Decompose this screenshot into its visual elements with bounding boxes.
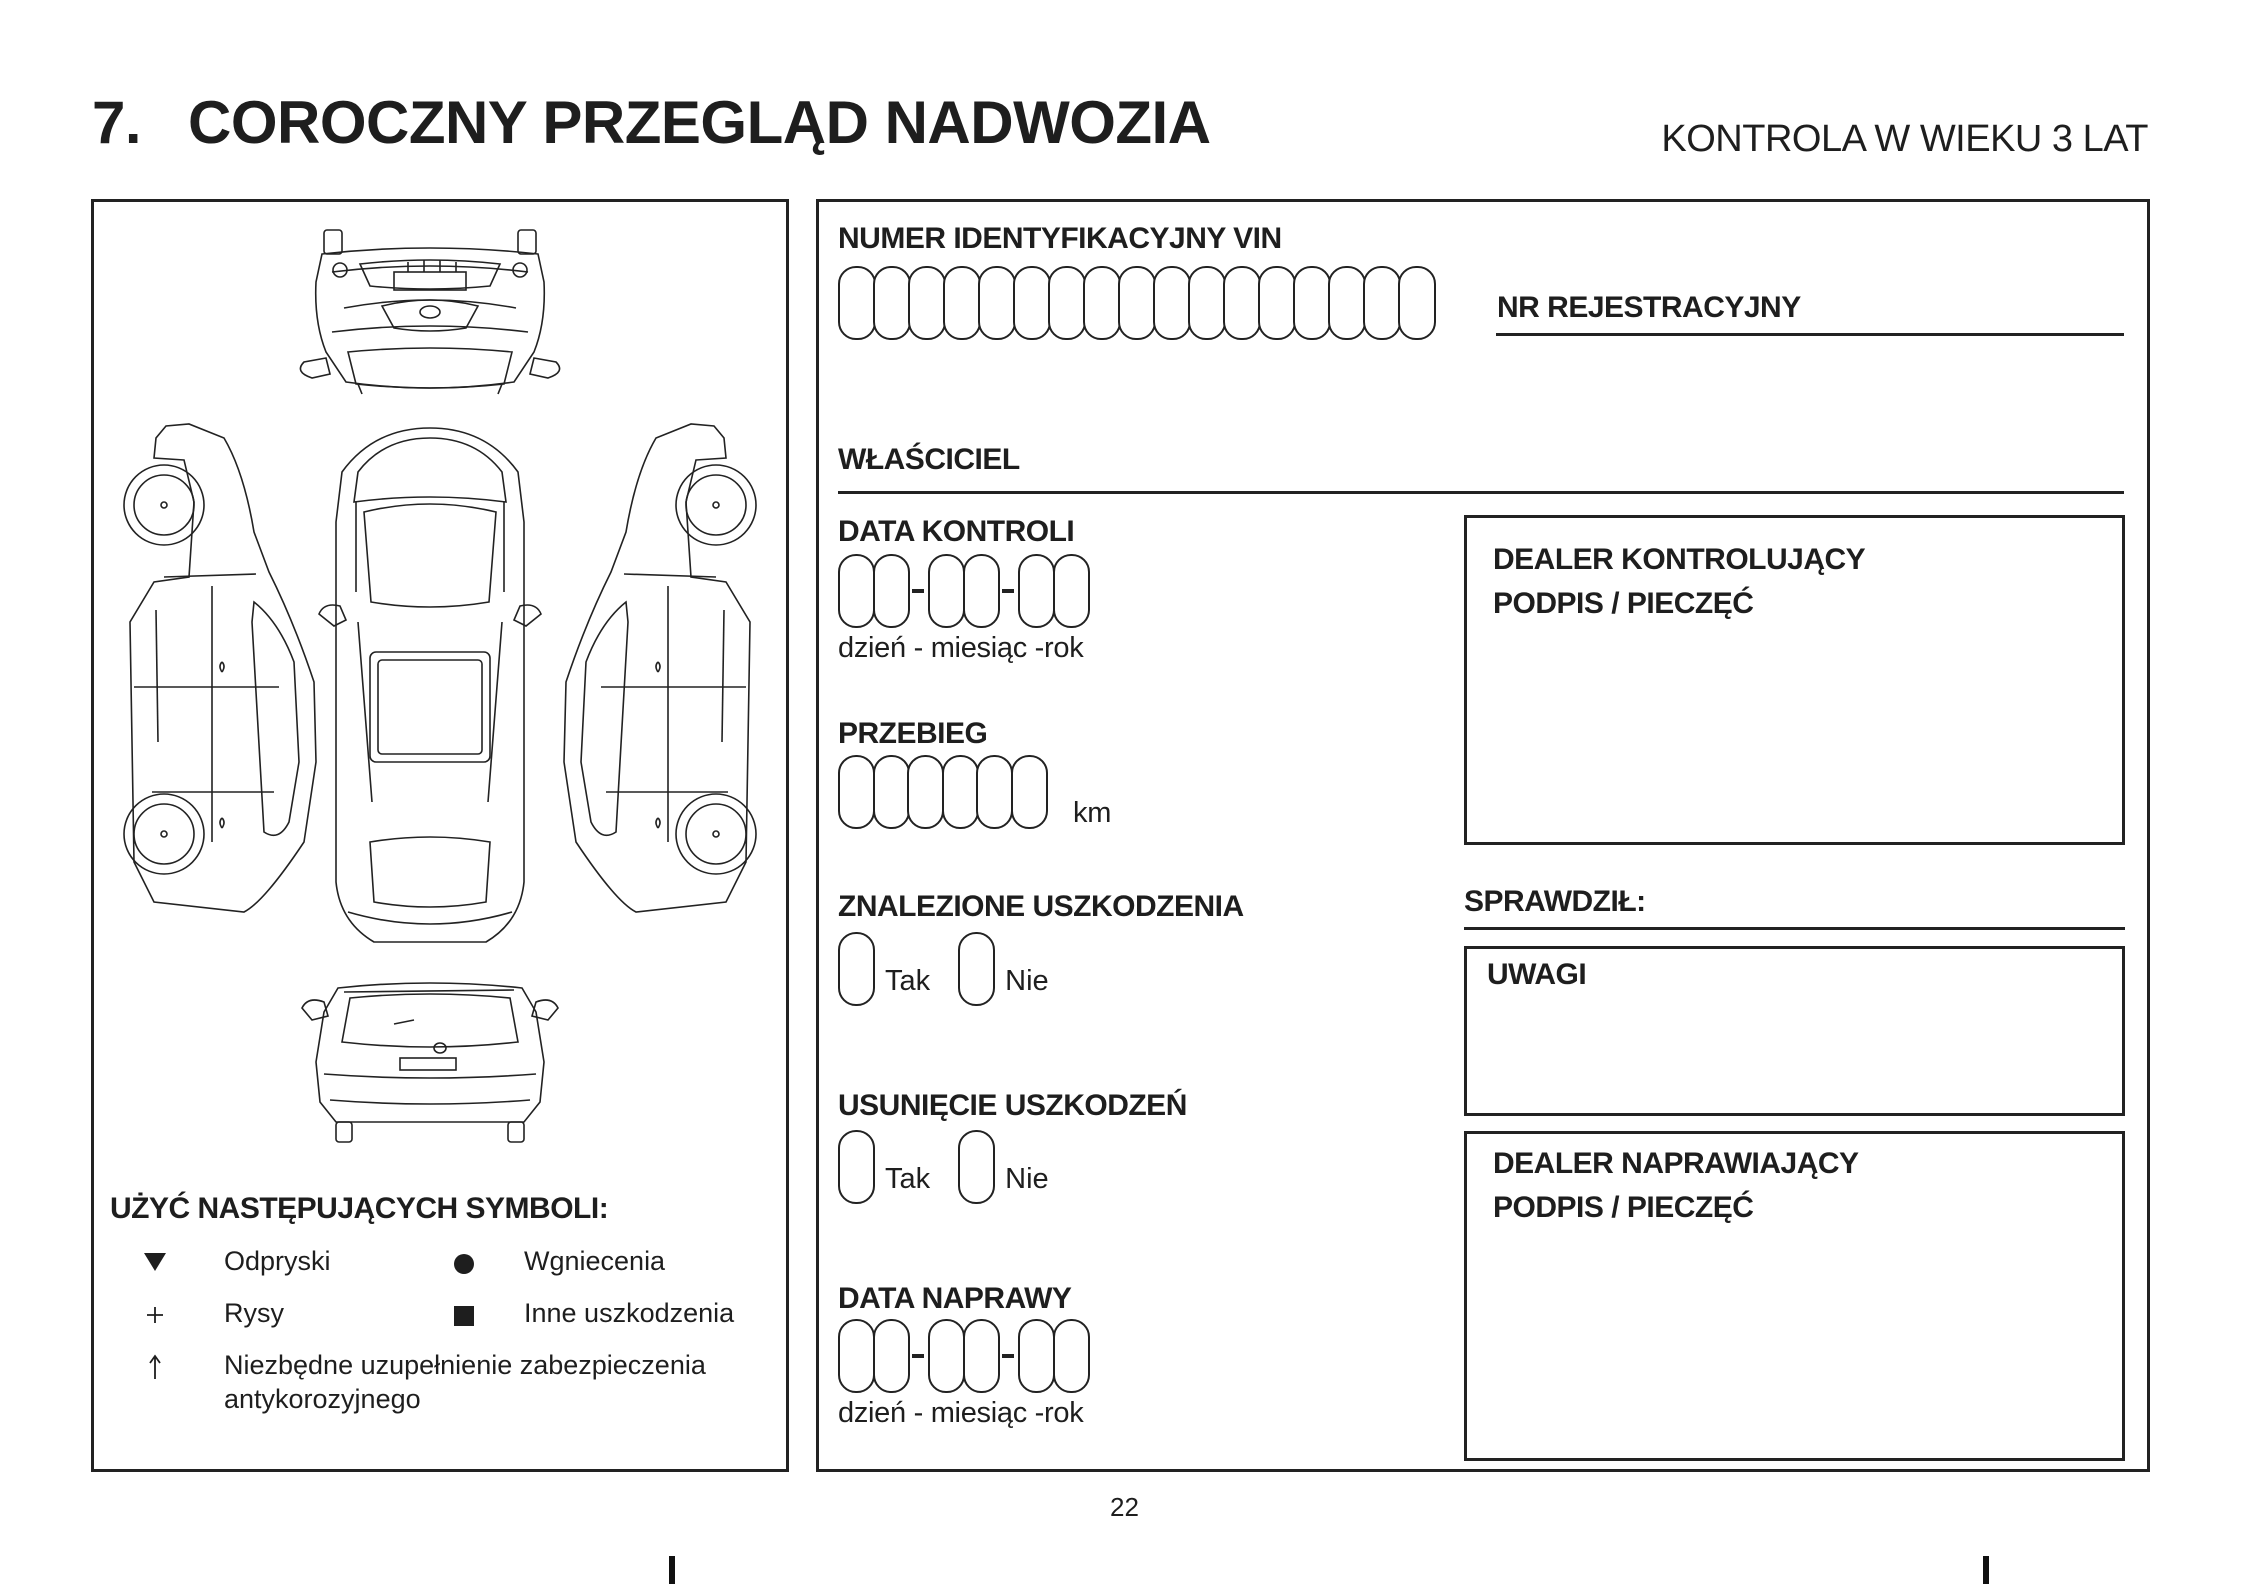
checked-by-label: SPRAWDZIŁ: <box>1464 885 1646 918</box>
damage-found-no-checkbox[interactable] <box>958 932 995 1006</box>
vin-character-cell[interactable] <box>943 266 981 340</box>
vin-character-cell[interactable] <box>873 266 911 340</box>
year-digit-1[interactable] <box>1018 1319 1055 1393</box>
owner-input-line[interactable] <box>838 491 2124 494</box>
date-separator <box>912 589 924 593</box>
date-separator <box>1002 1354 1014 1358</box>
mileage-digit-cell[interactable] <box>907 755 944 829</box>
damage-found-no-label: Nie <box>1005 965 1049 997</box>
crop-mark <box>669 1556 675 1584</box>
vin-character-cell[interactable] <box>1258 266 1296 340</box>
page-title <box>92 88 1211 157</box>
date-separator <box>912 1354 924 1358</box>
vin-character-cell[interactable] <box>1048 266 1086 340</box>
repair-date-label: DATA NAPRAWY <box>838 1282 1072 1315</box>
remarks-label: UWAGI <box>1487 958 1587 991</box>
car-right-side-view[interactable] <box>564 424 756 912</box>
checked-by-input-line[interactable] <box>1464 927 2125 930</box>
arrow-up-icon <box>140 1352 170 1382</box>
vin-character-cell[interactable] <box>1398 266 1436 340</box>
day-digit-1[interactable] <box>838 554 875 628</box>
damage-removed-no-label: Nie <box>1005 1163 1049 1195</box>
damage-found-options <box>838 932 1077 1006</box>
vin-field[interactable] <box>838 266 1433 340</box>
car-left-side-view[interactable] <box>124 424 316 912</box>
plus-icon <box>140 1300 170 1330</box>
vin-character-cell[interactable] <box>1363 266 1401 340</box>
damage-found-yes-checkbox[interactable] <box>838 932 875 1006</box>
mileage-digit-cell[interactable] <box>942 755 979 829</box>
day-digit-1[interactable] <box>838 1319 875 1393</box>
car-diagram[interactable] <box>94 202 786 1162</box>
date-separator <box>1002 589 1014 593</box>
legend-label-dents: Wgniecenia <box>524 1246 666 1276</box>
legend-label-anticorrosion-line2: antykorozyjnego <box>224 1384 421 1414</box>
month-digit-1[interactable] <box>928 554 965 628</box>
mileage-digit-cell[interactable] <box>1011 755 1048 829</box>
crop-mark <box>1983 1556 1989 1584</box>
legend-label-chips: Odpryski <box>224 1246 331 1276</box>
damage-removed-options <box>838 1130 1077 1204</box>
legend-title: UŻYĆ NASTĘPUJĄCYCH SYMBOLI: <box>110 1192 609 1225</box>
month-digit-2[interactable] <box>963 554 1000 628</box>
car-rear-view[interactable] <box>302 983 558 1142</box>
damage-removed-no-checkbox[interactable] <box>958 1130 995 1204</box>
mileage-label: PRZEBIEG <box>838 717 988 750</box>
year-digit-2[interactable] <box>1053 1319 1090 1393</box>
mileage-digit-cell[interactable] <box>873 755 910 829</box>
circle-icon <box>449 1249 479 1279</box>
square-icon <box>449 1301 479 1331</box>
page-number: 22 <box>1110 1492 1139 1522</box>
vin-label: NUMER IDENTYFIKACYJNY VIN <box>838 222 1282 255</box>
vin-character-cell[interactable] <box>1013 266 1051 340</box>
inspecting-dealer-signature-label: PODPIS / PIECZĘĆ <box>1493 587 1754 620</box>
year-digit-1[interactable] <box>1018 554 1055 628</box>
month-digit-2[interactable] <box>963 1319 1000 1393</box>
inspecting-dealer-signature-box[interactable] <box>1464 515 2125 845</box>
year-digit-2[interactable] <box>1053 554 1090 628</box>
damage-found-label: ZNALEZIONE USZKODZENIA <box>838 890 1244 923</box>
mileage-field[interactable] <box>838 755 1045 829</box>
inspection-form-panel <box>816 199 2150 1472</box>
vin-character-cell[interactable] <box>1118 266 1156 340</box>
page-subtitle: KONTROLA W WIEKU 3 LAT <box>1661 118 2148 160</box>
vin-character-cell[interactable] <box>1223 266 1261 340</box>
repairing-dealer-signature-box[interactable] <box>1464 1131 2125 1461</box>
owner-label: WŁAŚCICIEL <box>838 443 1020 476</box>
legend-label-scratches: Rysy <box>224 1298 284 1328</box>
car-front-view[interactable] <box>300 230 559 394</box>
legend-label-anticorrosion: Niezbędne uzupełnienie zabezpieczenia <box>224 1350 706 1380</box>
legend-label-other-damage: Inne uszkodzenia <box>524 1298 735 1328</box>
section-number: 7. <box>92 89 142 156</box>
inspecting-dealer-label: DEALER KONTROLUJĄCY <box>1493 543 1866 576</box>
damage-removed-yes-label: Tak <box>885 1163 931 1195</box>
inspection-date-field[interactable] <box>838 554 1087 628</box>
repairing-dealer-signature-label: PODPIS / PIECZĘĆ <box>1493 1191 1754 1224</box>
vin-character-cell[interactable] <box>1188 266 1226 340</box>
vin-character-cell[interactable] <box>1328 266 1366 340</box>
day-digit-2[interactable] <box>873 1319 910 1393</box>
repair-date-field[interactable] <box>838 1319 1087 1393</box>
vin-character-cell[interactable] <box>978 266 1016 340</box>
damage-found-yes-label: Tak <box>885 965 931 997</box>
repair-date-format-hint: dzień - miesiąc -rok <box>838 1397 1084 1429</box>
mileage-digit-cell[interactable] <box>838 755 875 829</box>
section-title: COROCZNY PRZEGLĄD NADWOZIA <box>188 89 1211 156</box>
vin-character-cell[interactable] <box>838 266 876 340</box>
vin-character-cell[interactable] <box>1153 266 1191 340</box>
vin-character-cell[interactable] <box>908 266 946 340</box>
damage-removed-yes-checkbox[interactable] <box>838 1130 875 1204</box>
registration-label: NR REJESTRACYJNY <box>1497 291 1801 324</box>
mileage-unit: km <box>1073 797 1112 829</box>
remarks-box[interactable] <box>1464 946 2125 1116</box>
repairing-dealer-label: DEALER NAPRAWIAJĄCY <box>1493 1147 1859 1180</box>
inspection-date-format-hint: dzień - miesiąc -rok <box>838 632 1084 664</box>
inspection-date-label: DATA KONTROLI <box>838 515 1075 548</box>
month-digit-1[interactable] <box>928 1319 965 1393</box>
damage-diagram-panel <box>91 199 789 1472</box>
car-top-view[interactable] <box>319 428 541 942</box>
mileage-digit-cell[interactable] <box>976 755 1013 829</box>
damage-removed-label: USUNIĘCIE USZKODZEŃ <box>838 1089 1187 1122</box>
triangle-down-icon <box>140 1248 170 1278</box>
vin-character-cell[interactable] <box>1293 266 1331 340</box>
day-digit-2[interactable] <box>873 554 910 628</box>
registration-input-line[interactable] <box>1496 333 2124 336</box>
vin-character-cell[interactable] <box>1083 266 1121 340</box>
